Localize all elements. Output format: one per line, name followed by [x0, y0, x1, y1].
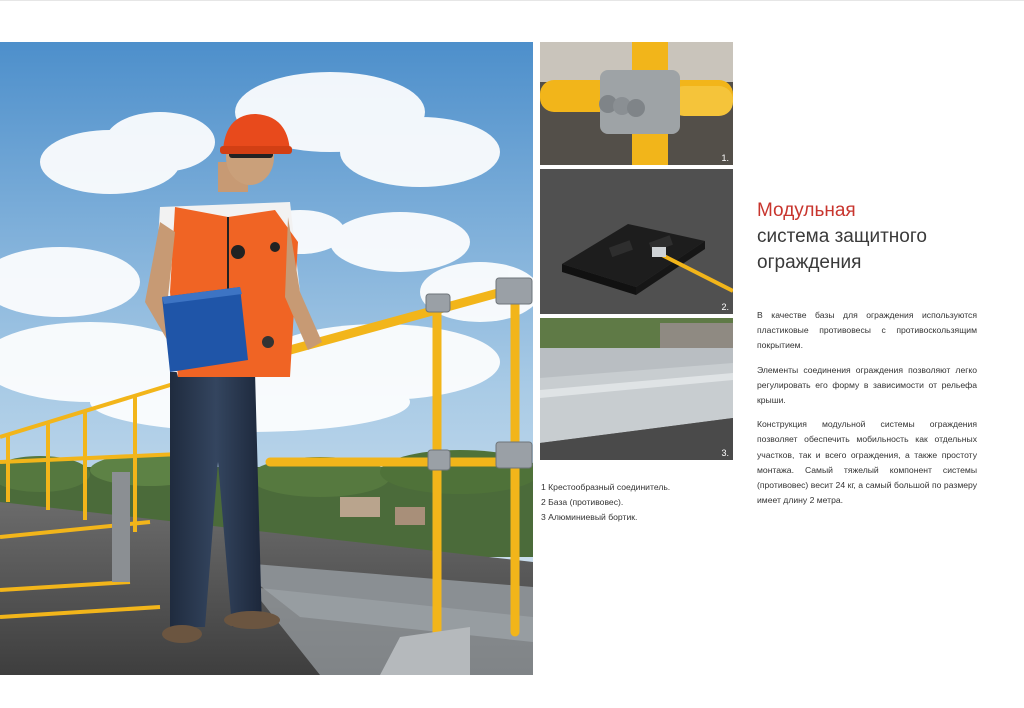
thumbnail-number: 3. — [721, 448, 729, 458]
title-line-2: система защитного — [757, 226, 927, 247]
paragraph-base: В качестве базы для ограждения используются пластиковые противовесы с противоскользящим покрытием. — [757, 310, 977, 351]
thumbnail-aluminium-curb — [540, 318, 733, 460]
thumbnail-cross-connector — [540, 42, 733, 165]
thumbnail-number: 2. — [721, 302, 729, 312]
thumbnail-counterweight-base — [540, 169, 733, 314]
paragraph-connectors: Элементы соединения ограждения позволяют легко регулировать его форму в зависимости от рельефа крыши. — [757, 364, 977, 406]
caption-2: 2 База (противовес). — [541, 497, 624, 507]
top-divider — [0, 0, 1024, 1]
paragraph-construction: Конструкция модульной системы ограждения позволяет обеспечить мобильность как отдельных участков, так и всего ограждения, а также простоту монтажа. Самый тяжелый компонент системы (противовес) весит 24 кг, а самый большой по размеру имеет длину 2 метра. — [757, 419, 977, 506]
title-accent: Модульная — [757, 200, 856, 221]
caption-1: 1 Крестообразный соединитель. — [541, 482, 671, 492]
section-title — [757, 198, 997, 276]
body-text — [757, 308, 977, 517]
thumbnail-captions — [541, 480, 741, 525]
thumbnail-number: 1. — [721, 153, 729, 163]
title-line-3: ограждения — [757, 252, 862, 273]
caption-3: 3 Алюминиевый бортик. — [541, 512, 638, 522]
hero-photo-worker-on-roof — [0, 42, 533, 675]
